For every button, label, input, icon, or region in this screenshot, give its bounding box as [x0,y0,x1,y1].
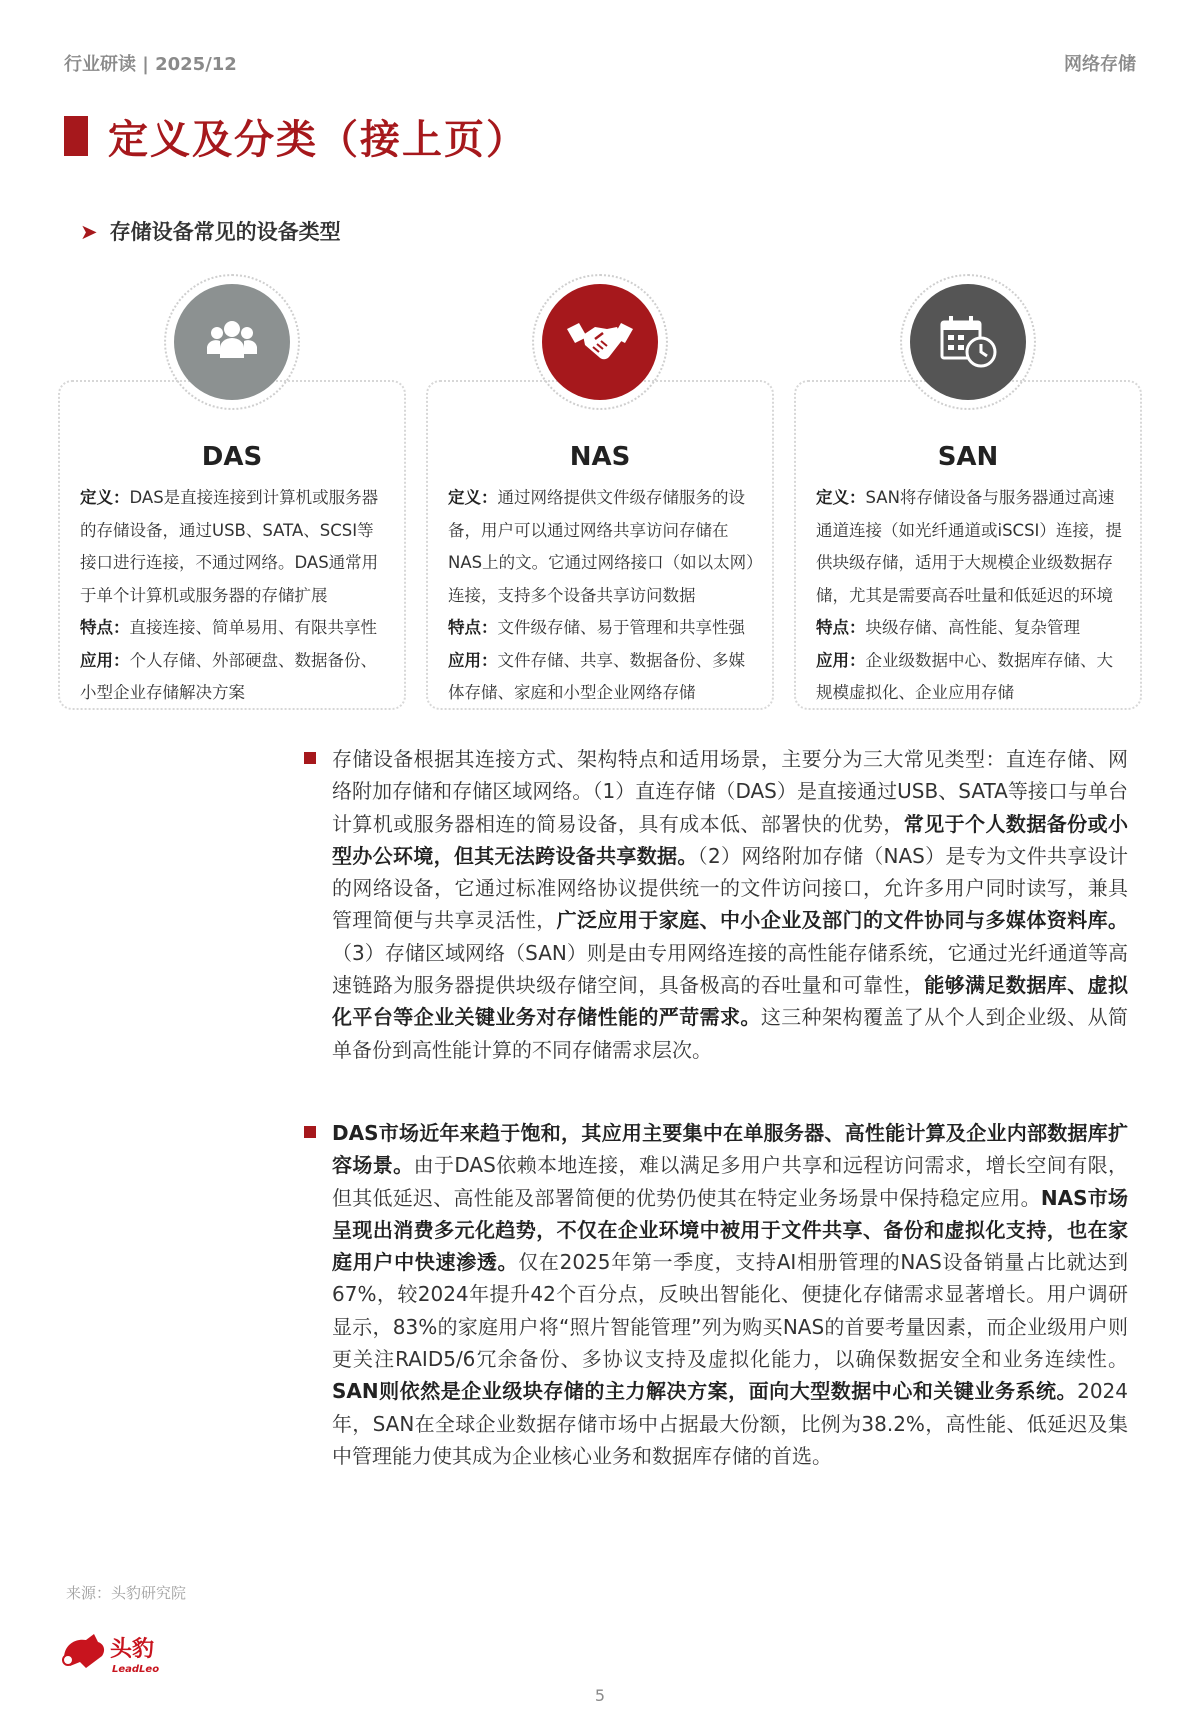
card-body [448,482,758,710]
nas-icon-circle [532,274,668,410]
para-text: （2）网络附加存储（NAS）是专为文件共享设计的网络设备，它通过标准网络协议提供统一的文件访问接口，允许多用户同时读写，兼具管理简便与共享灵活性， [332,843,1129,933]
subhead-text: 存储设备常见的设备类型 [109,220,341,244]
para-bold: NAS市场呈现出消费多元化趋势，不仅在企业环境中被用于文件共享、备份和虚拟化支持，也在家庭用户中快速渗透。 [332,1185,1129,1275]
feature-label: 特点： [816,618,866,637]
section-subhead [80,216,341,246]
svg-text:头豹: 头豹 [110,1637,155,1662]
page-title: 定义及分类（接上页） [108,117,528,163]
san-icon-circle [900,274,1036,410]
application-text: 文件存储、共享、数据备份、多媒体存储、家庭和小型企业网络存储 [448,650,745,702]
para-text: （3）存储区域网络（SAN）则是由专用网络连接的高性能存储系统，它通过光纤通道等高速链路为服务器提供块级存储空间，具备极高的吞吐量和可靠性， [332,940,1128,998]
application-text: 企业级数据中心、数据库存储、大规模虚拟化、企业应用存储 [816,650,1113,702]
definition-label: 定义： [80,488,130,507]
feature-text: 文件级存储、易于管理和共享性强 [497,618,745,637]
definition-label: 定义： [816,488,866,507]
definition-text: SAN将存储设备与服务器通过高速通道连接（如光纤通道或iSCSI）连接，提供块级存储，适用于大规模企业级数据存储，尤其是需要高吞吐量和低延迟的环境 [816,488,1122,605]
card-san [794,380,1142,710]
feature-text: 块级存储、高性能、复杂管理 [865,618,1080,637]
definition-label: 定义： [448,488,498,507]
para-text: 2024年，SAN在全球企业数据存储市场中占据最大份额，比例为38.2%，高性能、低延迟及集中管理能力使其成为企业核心业务和数据库存储的首选。 [332,1379,1128,1468]
paragraph-market [332,1117,1128,1472]
para-text: 由于DAS依赖本地连接，难以满足多用户共享和远程访问需求，增长空间有限，但其低延迟、高性能及部署简便的优势仍使其在特定业务场景中保持稳定应用。 [332,1153,1128,1210]
application-label: 应用： [816,650,866,670]
page-number: 5 [594,1686,606,1705]
application-label: 应用： [80,650,130,670]
para-bold: SAN则依然是企业级块存储的主力解决方案，面向大型数据中心和关键业务系统。 [332,1379,1078,1404]
card-nas [426,380,774,710]
definition-text: 通过网络提供文件级存储服务的设备，用户可以通过网络共享访问存储在NAS上的文。它通过网络接口（如以太网）连接，支持多个设备共享访问数据 [448,488,755,605]
para-text: 这三种架构覆盖了从个人到企业级、从简单备份到高性能计算的不同存储需求层次。 [332,1005,1129,1062]
para-bold: 广泛应用于家庭、中小企业及部门的文件协同与多媒体资料库。 [556,908,1129,933]
header-right: 网络存储 [1064,54,1136,75]
header-left: 行业研读 | 2025/12 [64,54,237,75]
source-note: 来源：头豹研究院 [66,1584,187,1602]
calendar-clock-icon [910,284,1026,400]
title-accent-bar [64,116,88,156]
bullet-marker [304,752,316,764]
users-icon [174,284,290,400]
chevron-right-icon: ➤ [80,220,98,244]
para-text: 存储设备根据其连接方式、架构特点和适用场景，主要分为三大常见类型：直连存储、网络附加存储和存储区域网络。（1）直连存储（DAS）是直接通过USB、SATA等接口与单台计算机或服务器相连的简易设备，具有成本低、部署快的优势， [332,747,1128,836]
leadleo-logo [60,1628,184,1680]
application-text: 个人存储、外部硬盘、数据备份、小型企业存储解决方案 [80,650,377,702]
das-icon-circle [164,274,300,410]
handshake-icon [542,284,658,400]
para-text: 仅在2025年第一季度，支持AI相册管理的NAS设备销量占比就达到67%，较2024年提升42个百分点，反映出智能化、便捷化存储需求显著增长。用户调研显示，83%的家庭用户将“照片智能管理”列为购买NAS的首要考量因素，而企业级用户则更关注RAID5/6冗余备份、多协议支持及虚拟化能力，以确保数据安全和业务连续性。 [332,1250,1128,1372]
card-das [58,380,406,710]
paragraph-types [332,743,1128,1066]
para-bold: 常见于个人数据备份或小型办公环境，但其无法跨设备共享数据。 [332,811,1129,868]
application-label: 应用： [448,650,498,670]
feature-label: 特点： [80,618,130,637]
card-title: SAN [937,442,999,472]
card-body [816,482,1126,710]
card-title: DAS [201,442,263,472]
para-bold: 能够满足数据库、虚拟化平台等企业关键业务对存储性能的严苛需求。 [332,973,1129,1030]
feature-text: 直接连接、简单易用、有限共享性 [129,618,377,637]
card-body [80,482,390,710]
definition-text: DAS是直接连接到计算机或服务器的存储设备，通过USB、SATA、SCSI等接口进行连接，不通过网络。DAS通常用于单个计算机或服务器的存储扩展 [80,488,379,605]
feature-label: 特点： [448,618,498,637]
para-bold: DAS市场近年来趋于饱和，其应用主要集中在单服务器、高性能计算及企业内部数据库扩容场景。 [332,1121,1128,1178]
card-title: NAS [569,442,631,472]
bullet-marker [304,1126,316,1138]
svg-text:LeadLeo: LeadLeo [112,1664,160,1675]
